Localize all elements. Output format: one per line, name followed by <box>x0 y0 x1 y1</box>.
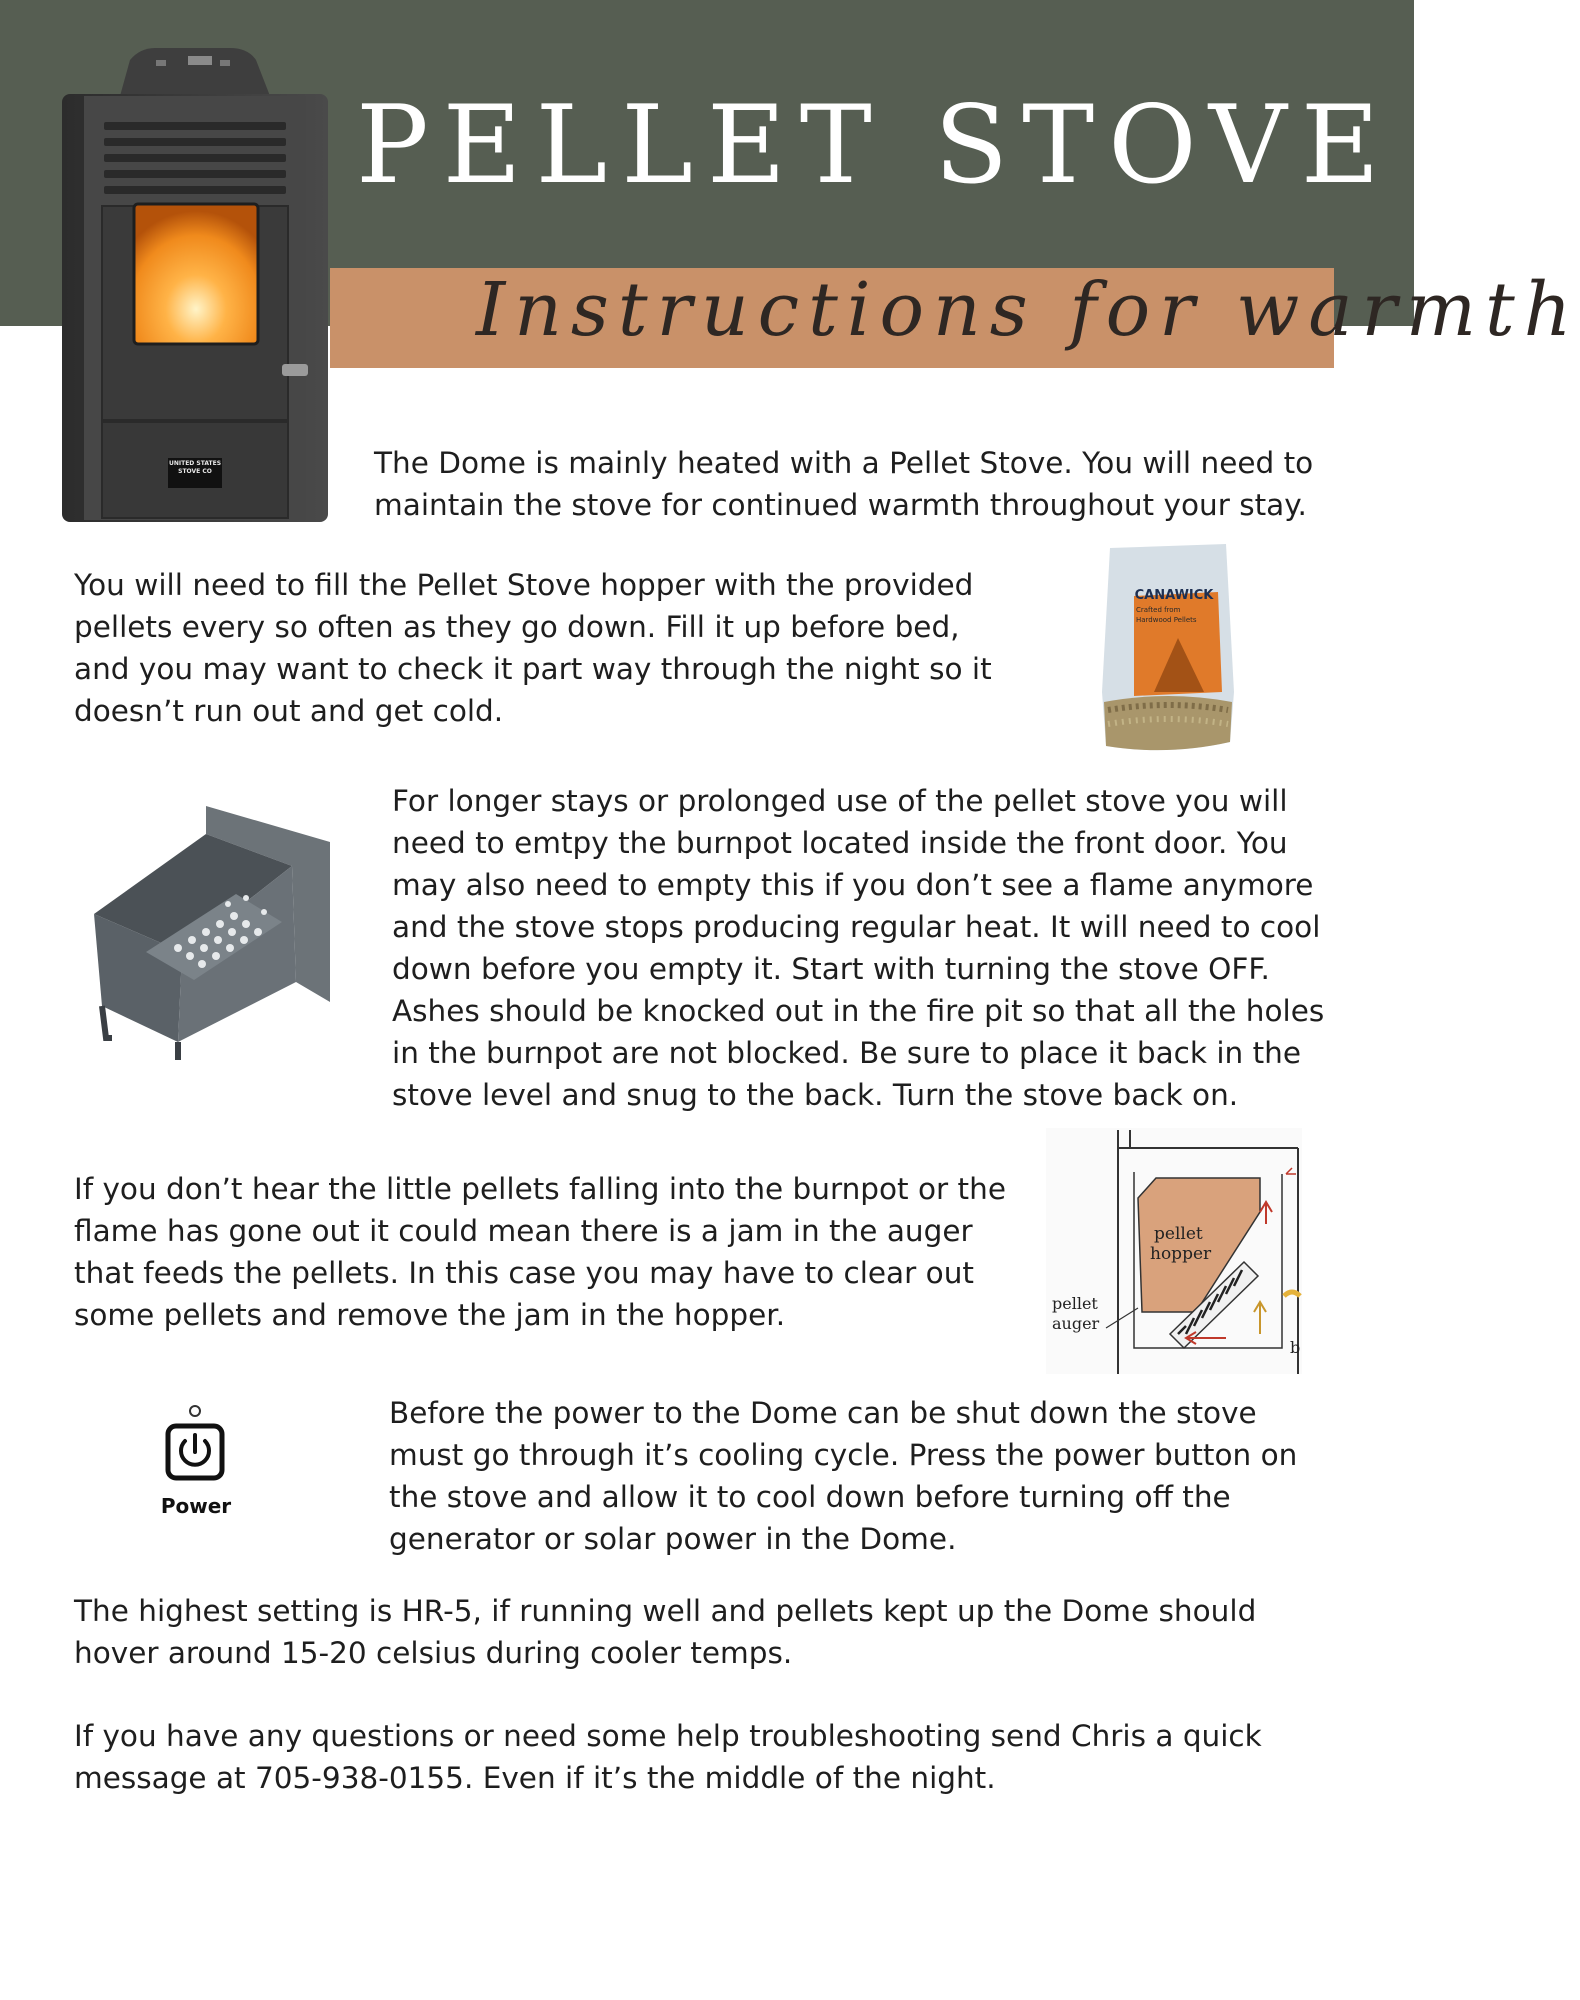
text-line: If you don’t hear the little pellets falling into the burnpot or the <box>74 1172 1006 1206</box>
text-line: flame has gone out it could mean there is a jam in the auger <box>74 1214 973 1248</box>
text-line: message at 705-938-0155. Even if it’s the middle of the night. <box>74 1761 996 1795</box>
paragraph-fill <box>74 564 992 732</box>
power-button-icon <box>150 1402 242 1522</box>
text-line: If you have any questions or need some help troubleshooting send Chris a quick <box>74 1719 1262 1753</box>
text-line: and you may want to check it part way through the night so it <box>74 652 992 686</box>
hopper-auger-diagram <box>1046 1128 1302 1374</box>
text-line: doesn’t run out and get cold. <box>74 694 504 728</box>
stove-brand-badge <box>168 460 222 476</box>
text-line: need to emtpy the burnpot located inside the front door. You <box>392 826 1288 860</box>
stove-badge-line-2: STOVE CO <box>178 468 212 475</box>
paragraph-intro <box>374 442 1313 526</box>
auger-label-line: pellet <box>1052 1294 1098 1313</box>
text-line: Before the power to the Dome can be shut down the stove <box>389 1396 1257 1430</box>
text-line: must go through it’s cooling cycle. Press the power button on <box>389 1438 1298 1472</box>
text-line: some pellets and remove the jam in the hopper. <box>74 1298 786 1332</box>
hopper-label-line: hopper <box>1150 1244 1212 1264</box>
pellet-bag-subtext-2: Hardwood Pellets <box>1136 616 1197 624</box>
stove-badge-line-1: UNITED STATES <box>168 460 222 467</box>
text-line: down before you empty it. Start with turning the stove OFF. <box>392 952 1270 986</box>
paragraph-contact <box>74 1715 1262 1799</box>
auger-label-line: auger <box>1052 1314 1100 1333</box>
text-line: in the burnpot are not blocked. Be sure to place it back in the <box>392 1036 1302 1070</box>
text-line: You will need to fill the Pellet Stove hopper with the provided <box>74 568 974 602</box>
text-line: Ashes should be knocked out in the fire pit so that all the holes <box>392 994 1325 1028</box>
text-line: stove level and snug to the back. Turn the stove back on. <box>392 1078 1239 1112</box>
diagram-auger-label <box>1052 1294 1099 1334</box>
text-line: The highest setting is HR-5, if running well and pellets kept up the Dome should <box>74 1594 1257 1628</box>
diagram-hopper-label <box>1150 1224 1211 1264</box>
diagram-corner-label: b <box>1290 1338 1301 1357</box>
paragraph-burnpot <box>392 780 1324 1116</box>
pellet-bag-brand: CANAWICK <box>1134 588 1214 603</box>
paragraph-jam <box>74 1168 1006 1336</box>
paragraph-setting <box>74 1590 1256 1674</box>
text-line: generator or solar power in the Dome. <box>389 1522 957 1556</box>
pellet-bag-subtext-1: Crafted from <box>1136 606 1181 614</box>
paragraph-power <box>389 1392 1297 1560</box>
page-subtitle: Instructions for warmth <box>476 267 1580 353</box>
power-label: Power <box>160 1494 232 1518</box>
burnpot-image <box>86 802 334 1064</box>
text-line: may also need to empty this if you don’t see a flame anymore <box>392 868 1314 902</box>
text-line: maintain the stove for continued warmth throughout your stay. <box>374 488 1307 522</box>
text-line: that feeds the pellets. In this case you may have to clear out <box>74 1256 974 1290</box>
text-line: For longer stays or prolonged use of the pellet stove you will <box>392 784 1288 818</box>
page-title: PELLET STOVE <box>356 83 1394 208</box>
pellet-bag-image <box>1094 542 1242 756</box>
text-line: and the stove stops producing regular heat. It will need to cool <box>392 910 1321 944</box>
text-line: The Dome is mainly heated with a Pellet Stove. You will need to <box>374 446 1314 480</box>
hopper-label-line: pellet <box>1154 1224 1203 1244</box>
pellet-stove-image <box>60 46 330 526</box>
text-line: pellets every so often as they go down. Fill it up before bed, <box>74 610 960 644</box>
text-line: the stove and allow it to cool down before turning off the <box>389 1480 1231 1514</box>
text-line: hover around 15-20 celsius during cooler temps. <box>74 1636 793 1670</box>
